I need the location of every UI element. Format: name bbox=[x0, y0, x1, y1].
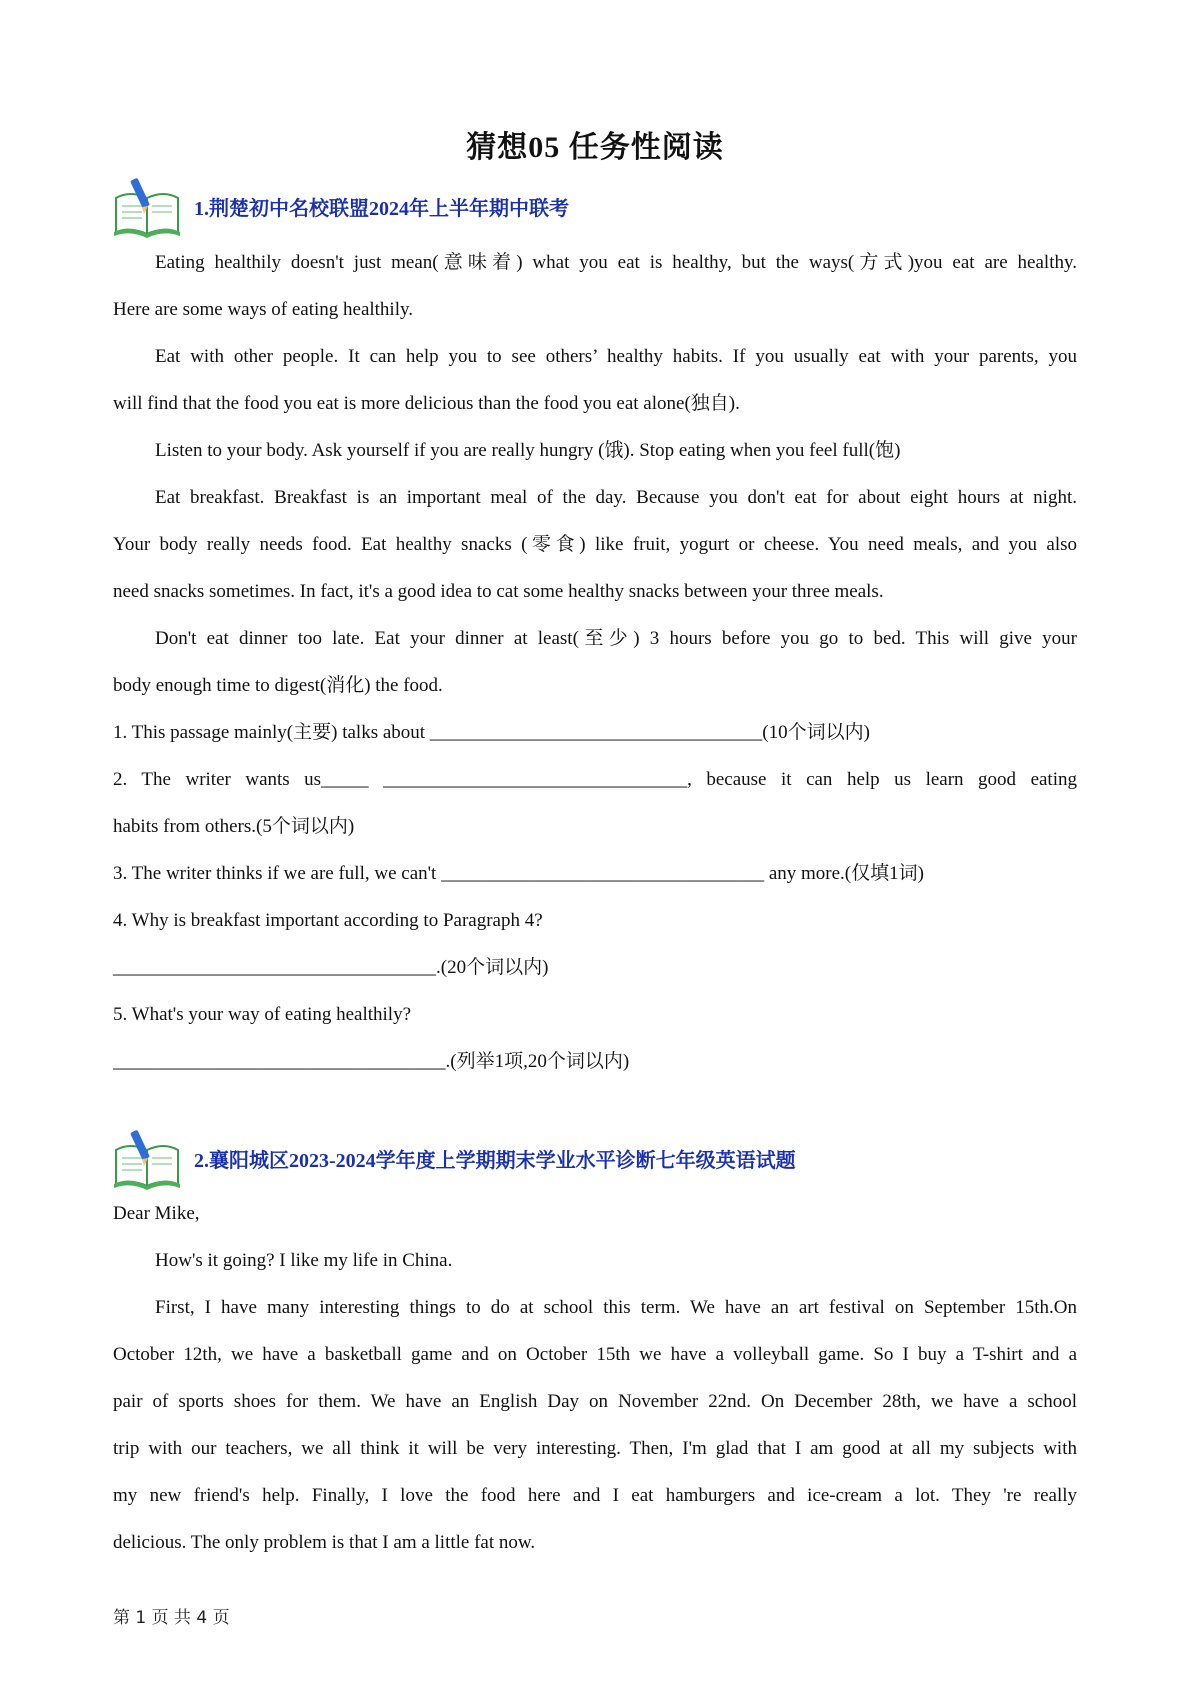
question-5: 5. What's your way of eating healthily? bbox=[113, 1004, 412, 1025]
passage-line: need snacks sometimes. In fact, it's a good idea to cat some healthy snacks between your three meals. bbox=[113, 581, 884, 602]
answer-blank-4: __________________________________.(20个词以内) bbox=[113, 957, 549, 978]
passage-line: my new friend's help. Finally, I love the food here and I eat hamburgers and ice-cream a lot. They 're really bbox=[113, 1485, 1077, 1506]
passage-line: How's it going? I like my life in China. bbox=[155, 1250, 453, 1271]
question-2: 2. The writer wants us_____ ________________________________, because it can help us learn good eating bbox=[113, 769, 1077, 790]
section-1-header bbox=[112, 176, 1112, 238]
passage-line: Here are some ways of eating healthily. bbox=[113, 299, 414, 320]
page-title: 猜想05 任务性阅读 bbox=[466, 131, 724, 164]
passage-line: October 12th, we have a basketball game and on October 15th we have a volleyball game. So I buy a T-shirt and a bbox=[113, 1344, 1077, 1365]
passage-line: Don't eat dinner too late. Eat your dinner at least(至少) 3 hours before you go to bed. This will give your bbox=[155, 628, 1077, 649]
passage-line: Your body really needs food. Eat healthy snacks (零食) like fruit, yogurt or cheese. You need meals, and you also bbox=[113, 534, 1077, 555]
section-2-title: 2.襄阳城区2023-2024学年度上学期期末学业水平诊断七年级英语试题 bbox=[194, 1150, 796, 1172]
book-pencil-icon bbox=[112, 176, 182, 238]
answer-blank-5: ___________________________________.(列举1项,20个词以内) bbox=[113, 1051, 630, 1072]
passage-line: First, I have many interesting things to do at school this term. We have an art festival on September 15th.On bbox=[155, 1297, 1077, 1318]
passage-line: Listen to your body. Ask yourself if you are really hungry (饿). Stop eating when you feel full(饱) bbox=[155, 440, 901, 461]
passage-line: will find that the food you eat is more delicious than the food you eat alone(独自). bbox=[113, 393, 740, 414]
question-1: 1. This passage mainly(主要) talks about ___________________________________(10个词以内) bbox=[113, 722, 870, 743]
question-4: 4. Why is breakfast important according to Paragraph 4? bbox=[113, 910, 543, 931]
passage-line: trip with our teachers, we all think it will be very interesting. Then, I'm glad that I am good at all my subjects with bbox=[113, 1438, 1077, 1459]
passage-line: pair of sports shoes for them. We have an English Day on November 22nd. On December 28th, we have a school bbox=[113, 1391, 1077, 1412]
letter-greeting: Dear Mike, bbox=[113, 1203, 200, 1224]
passage-line: body enough time to digest(消化) the food. bbox=[113, 675, 443, 696]
question-3: 3. The writer thinks if we are full, we can't __________________________________ any more.(仅填1词) bbox=[113, 863, 924, 884]
page-number: 第 1 页 共 4 页 bbox=[113, 1608, 230, 1628]
passage-line: Eat breakfast. Breakfast is an important meal of the day. Because you don't eat for about eight hours at night. bbox=[155, 487, 1077, 508]
section-1-title: 1.荆楚初中名校联盟2024年上半年期中联考 bbox=[194, 198, 569, 220]
passage-line: Eating healthily doesn't just mean(意味着) what you eat is healthy, but the ways(方式)you eat are healthy. bbox=[155, 252, 1077, 273]
section-2-header bbox=[112, 1128, 1112, 1190]
passage-line: Eat with other people. It can help you to see others’ healthy habits. If you usually eat with your parents, you bbox=[155, 346, 1077, 367]
passage-line: delicious. The only problem is that I am a little fat now. bbox=[113, 1532, 536, 1553]
book-pencil-icon bbox=[112, 1128, 182, 1190]
question-2-continued: habits from others.(5个词以内) bbox=[113, 816, 355, 837]
